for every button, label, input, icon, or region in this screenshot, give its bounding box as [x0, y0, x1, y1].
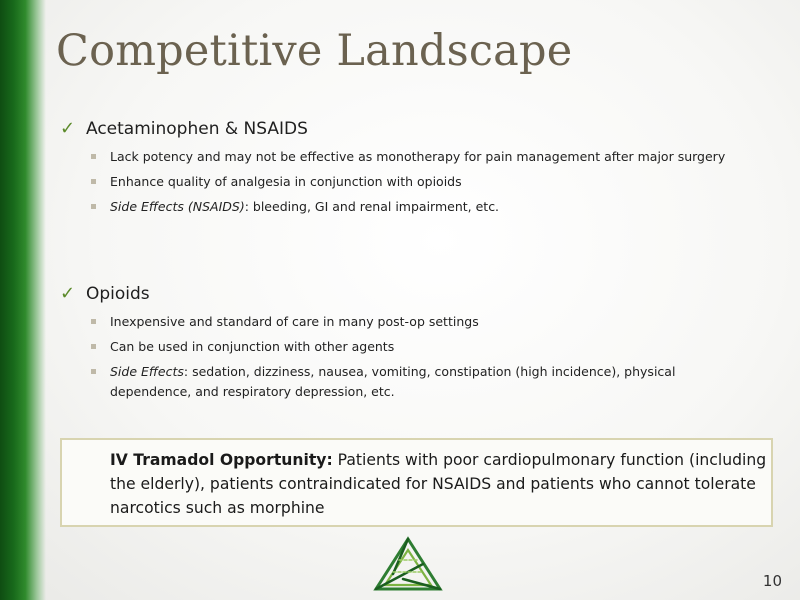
triangle-logo-icon — [373, 536, 443, 592]
list-item — [60, 312, 750, 332]
page-number: 10 — [762, 572, 782, 590]
opportunity-text — [110, 448, 770, 520]
bullet-prefix: Side Effects — [110, 364, 184, 379]
section-heading-text: Opioids — [86, 283, 150, 304]
bullet-text: Inexpensive and standard of care in many post-op settings — [110, 314, 479, 329]
check-icon: ✓ — [60, 283, 76, 304]
opportunity-label: IV Tramadol Opportunity: — [110, 451, 333, 469]
bullet-list — [60, 312, 750, 402]
opportunity-body: Patients with poor cardiopulmonary function (including the elderly), patients contraindicated for NSAIDS and patients who cannot tolerate narcotics such as morphine — [110, 451, 767, 517]
list-item — [60, 147, 750, 167]
square-bullet-icon — [91, 319, 96, 324]
section-acetaminophen — [60, 118, 750, 222]
bullet-text: Lack potency and may not be effective as monotherapy for pain management after major surgery — [110, 149, 726, 164]
bullet-list — [60, 147, 750, 217]
green-side-bar — [0, 0, 46, 600]
square-bullet-icon — [91, 369, 96, 374]
bullet-text: : bleeding, GI and renal impairment, etc. — [244, 199, 500, 214]
square-bullet-icon — [91, 344, 96, 349]
bullet-text: : sedation, dizziness, nausea, vomiting, constipation (high incidence), physical dependence, and respiratory depression, etc. — [110, 364, 676, 399]
list-item — [60, 172, 750, 192]
list-item — [60, 197, 750, 217]
section-heading — [60, 283, 750, 304]
slide-title: Competitive Landscape — [56, 26, 573, 76]
check-icon: ✓ — [60, 118, 76, 139]
section-heading — [60, 118, 750, 139]
list-item — [60, 337, 750, 357]
opportunity-callout-box — [60, 438, 773, 527]
bullet-text: Can be used in conjunction with other agents — [110, 339, 395, 354]
section-opioids — [60, 283, 750, 407]
bullet-prefix: Side Effects (NSAIDS) — [110, 199, 245, 214]
section-heading-text: Acetaminophen & NSAIDS — [86, 118, 308, 139]
list-item — [60, 362, 750, 402]
bullet-text: Enhance quality of analgesia in conjunction with opioids — [110, 174, 462, 189]
square-bullet-icon — [91, 179, 96, 184]
square-bullet-icon — [91, 204, 96, 209]
square-bullet-icon — [91, 154, 96, 159]
